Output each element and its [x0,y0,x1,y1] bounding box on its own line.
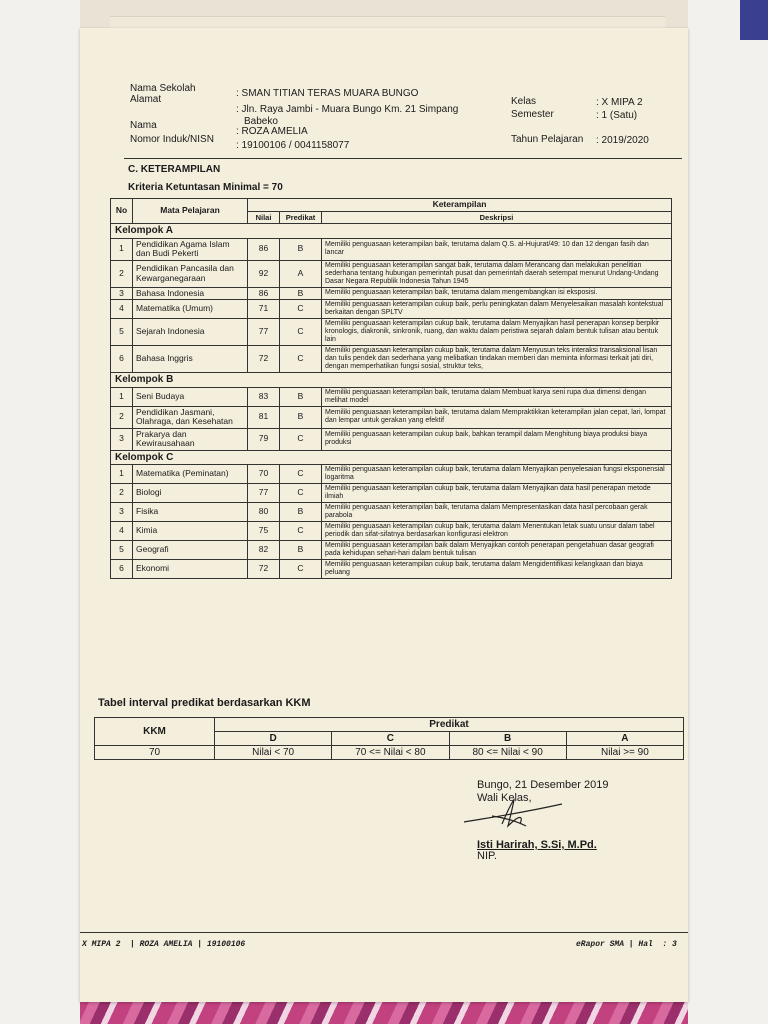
cell-no: 6 [111,346,133,373]
cell-nilai: 70 [248,465,280,484]
cell-mapel: Kimia [133,522,248,541]
cell-nilai: 92 [248,260,280,287]
cell-predikat: B [280,387,322,406]
cell-nilai: 77 [248,484,280,503]
nama-sekolah-label: Nama Sekolah [130,83,196,94]
cell-nilai: 72 [248,560,280,579]
header-no: No [111,199,133,224]
grade-a: A [566,732,683,746]
table-row [111,319,672,346]
table-row [111,465,672,484]
nama-value: : ROZA AMELIA [236,126,308,137]
kelas-label: Kelas [511,96,537,107]
cell-nilai: 86 [248,238,280,260]
cell-predikat: B [280,287,322,300]
background-right [688,0,768,1024]
keterampilan-table [110,198,672,579]
nama-sekolah-value: : SMAN TITIAN TERAS MUARA BUNGO [236,88,419,99]
table-row [111,387,672,406]
background-left [0,0,80,1024]
cell-deskripsi: Memiliki penguasaan keterampilan baik dalam Menyajikan contoh penerapan pengetahuan dasar geografi pada kehidupan sehari-hari dalam bentuk tulisan [322,541,672,560]
cell-no: 3 [111,428,133,450]
footer-left: X MIPA 2 | ROZA AMELIA | 19100106 [82,940,246,949]
nisn-value: : 19100106 / 0041158077 [236,140,350,151]
cell-nilai: 71 [248,300,280,319]
group-c-label: Kelompok C [111,450,672,465]
cell-predikat: B [280,406,322,428]
cell-predikat: C [280,319,322,346]
tahun-label: Tahun Pelajaran [511,134,584,145]
cell-deskripsi: Memiliki penguasaan keterampilan cukup baik, perlu peningkatan dalam Menyelesaikan masalah kontekstual berkaitan dengan SPLTV [322,300,672,319]
cell-nilai: 82 [248,541,280,560]
cell-no: 2 [111,406,133,428]
cell-deskripsi: Memiliki penguasaan keterampilan cukup baik, terutama dalam Menentukan letak suatu unsur dalam tabel periodik dan sifat-sifatnya berdasarkan konfigurasi elektron [322,522,672,541]
cell-mapel: Bahasa Indonesia [133,287,248,300]
cell-no: 5 [111,541,133,560]
cell-deskripsi: Memiliki penguasaan keterampilan cukup baik, terutama dalam Menyusun teks interaksi transaksional lisan dan tulis pendek dan sederhana yang melibatkan tindakan memberi dan meminta informasi terkait jati diri, dengan memperhatikan fungsi sosial, struktur teks, [322,346,672,373]
table-row [111,522,672,541]
cell-nilai: 83 [248,387,280,406]
alamat-value: : Jln. Raya Jambi - Muara Bungo Km. 21 Simpang [236,104,459,115]
table-row [111,287,672,300]
range-a: Nilai >= 90 [566,746,683,760]
interval-title: Tabel interval predikat berdasarkan KKM [98,697,311,709]
kkm-value: 70 [95,746,215,760]
cell-mapel: Matematika (Umum) [133,300,248,319]
cell-predikat: B [280,541,322,560]
group-row [111,450,672,465]
header-nilai: Nilai [248,211,280,224]
nisn-label: Nomor Induk/NISN [130,134,214,145]
table-row [111,503,672,522]
table-row [111,541,672,560]
cell-deskripsi: Memiliki penguasaan keterampilan baik, terutama dalam Mempresentasikan data hasil percobaan gerak parabola [322,503,672,522]
header-kkm: KKM [95,718,215,746]
cell-mapel: Sejarah Indonesia [133,319,248,346]
cell-deskripsi: Memiliki penguasaan keterampilan baik, terutama dalam Mempraktikkan keterampilan jalan cepat, lari, lompat dan lempar untuk gerakan yang efektif [322,406,672,428]
table-header-row [111,199,672,212]
signature-name: Isti Harirah, S.Si, M.Pd. [477,839,597,851]
cell-no: 2 [111,484,133,503]
cell-mapel: Seni Budaya [133,387,248,406]
cell-predikat: B [280,503,322,522]
signature-role: Wali Kelas, [477,792,532,804]
cell-predikat: C [280,484,322,503]
cell-nilai: 80 [248,503,280,522]
tahun-value: : 2019/2020 [596,135,649,146]
kelas-value: : X MIPA 2 [596,97,643,108]
cell-predikat: C [280,428,322,450]
cell-nilai: 79 [248,428,280,450]
table-row [111,346,672,373]
kkm-line: Kriteria Ketuntasan Minimal = 70 [128,182,283,193]
alamat-value-cont: Babeko [244,116,278,127]
cell-mapel: Prakarya dan Kewirausahaan [133,428,248,450]
cell-mapel: Pendidikan Agama Islam dan Budi Pekerti [133,238,248,260]
cell-deskripsi: Memiliki penguasaan keterampilan cukup baik, terutama dalam Menyajikan penyelesaian fungsi eksponensial logaritma [322,465,672,484]
cell-deskripsi: Memiliki penguasaan keterampilan cukup baik, terutama dalam Mengidentifikasi kelangkaan dan biaya peluang [322,560,672,579]
semester-value: : 1 (Satu) [596,110,638,121]
signature-place-date: Bungo, 21 Desember 2019 [477,779,609,791]
cell-predikat: A [280,260,322,287]
cell-mapel: Pendidikan Jasmani, Olahraga, dan Kesehatan [133,406,248,428]
cell-predikat: C [280,522,322,541]
table-row [111,428,672,450]
cell-predikat: C [280,560,322,579]
interval-table [94,717,684,760]
grade-d: D [215,732,332,746]
cell-deskripsi: Memiliki penguasaan keterampilan cukup baik, terutama dalam Menyajikan hasil penerapan konsep berpikir kronologis, diakronik, sinkronik, ruang, dan waktu dalam peristiwa sejarah dalam bentuk tulisan atau bentuk lain [322,319,672,346]
semester-label: Semester [511,109,554,120]
header-deskripsi: Deskripsi [322,211,672,224]
group-b-label: Kelompok B [111,373,672,388]
cell-mapel: Fisika [133,503,248,522]
grade-c: C [332,732,449,746]
report-page [80,28,688,1002]
cell-deskripsi: Memiliki penguasaan keterampilan sangat baik, terutama dalam Merancang dan melakukan penelitian sederhana tentang hubungan pemerintah pusat dan pemerintah daerah setempat menurut Undang-Undang Dasar Negara Republik Indonesia Tahun 1945 [322,260,672,287]
cell-no: 3 [111,287,133,300]
interval-header-row [95,718,684,732]
cell-deskripsi: Memiliki penguasaan keterampilan baik, terutama dalam mengembangkan isi eksposisi. [322,287,672,300]
cell-mapel: Bahasa Inggris [133,346,248,373]
table-row [111,560,672,579]
alamat-label: Alamat [130,94,162,105]
cell-nilai: 86 [248,287,280,300]
section-title: C. KETERAMPILAN [128,164,221,175]
cell-predikat: C [280,465,322,484]
cell-nilai: 81 [248,406,280,428]
interval-value-row [95,746,684,760]
cell-no: 5 [111,319,133,346]
range-b: 80 <= Nilai < 90 [449,746,566,760]
header-rule [124,158,682,159]
cell-no: 1 [111,238,133,260]
header-keterampilan: Keterampilan [248,199,672,212]
cell-no: 4 [111,300,133,319]
range-d: Nilai < 70 [215,746,332,760]
cell-deskripsi: Memiliki penguasaan keterampilan baik, terutama dalam Membuat karya seni rupa dua dimensi dengan melihat model [322,387,672,406]
cell-no: 1 [111,387,133,406]
group-a-label: Kelompok A [111,224,672,239]
table-row [111,484,672,503]
signature-scribble-icon [462,796,572,832]
cell-no: 2 [111,260,133,287]
cell-nilai: 75 [248,522,280,541]
background-object [740,0,768,40]
cell-mapel: Geografi [133,541,248,560]
table-row [111,260,672,287]
footer-rule [80,932,688,933]
header-predikat: Predikat [280,211,322,224]
cell-predikat: C [280,346,322,373]
header-mapel: Mata Pelajaran [133,199,248,224]
cell-deskripsi: Memiliki penguasaan keterampilan cukup baik, terutama dalam Menyajikan data hasil penerapan metode ilmiah [322,484,672,503]
cell-mapel: Matematika (Peminatan) [133,465,248,484]
table-row [111,238,672,260]
cell-predikat: B [280,238,322,260]
cell-no: 3 [111,503,133,522]
table-row [111,406,672,428]
grade-b: B [449,732,566,746]
signature-nip: NIP. [477,850,497,862]
cell-no: 4 [111,522,133,541]
group-row [111,373,672,388]
cell-mapel: Biologi [133,484,248,503]
cell-mapel: Pendidikan Pancasila dan Kewarganegaraan [133,260,248,287]
nama-label: Nama [130,120,157,131]
cell-nilai: 72 [248,346,280,373]
range-c: 70 <= Nilai < 80 [332,746,449,760]
header-predikat: Predikat [215,718,684,732]
group-row [111,224,672,239]
table-row [111,300,672,319]
cell-nilai: 77 [248,319,280,346]
footer-right: eRapor SMA | Hal : 3 [576,940,677,949]
cell-no: 1 [111,465,133,484]
cell-deskripsi: Memiliki penguasaan keterampilan baik, terutama dalam Q.S. al-Hujurat/49: 10 dan 12 dengan fasih dan lancar [322,238,672,260]
cell-mapel: Ekonomi [133,560,248,579]
cell-no: 6 [111,560,133,579]
cell-deskripsi: Memiliki penguasaan keterampilan cukup baik, bahkan terampil dalam Menghitung biaya produksi biaya produksi [322,428,672,450]
cell-predikat: C [280,300,322,319]
